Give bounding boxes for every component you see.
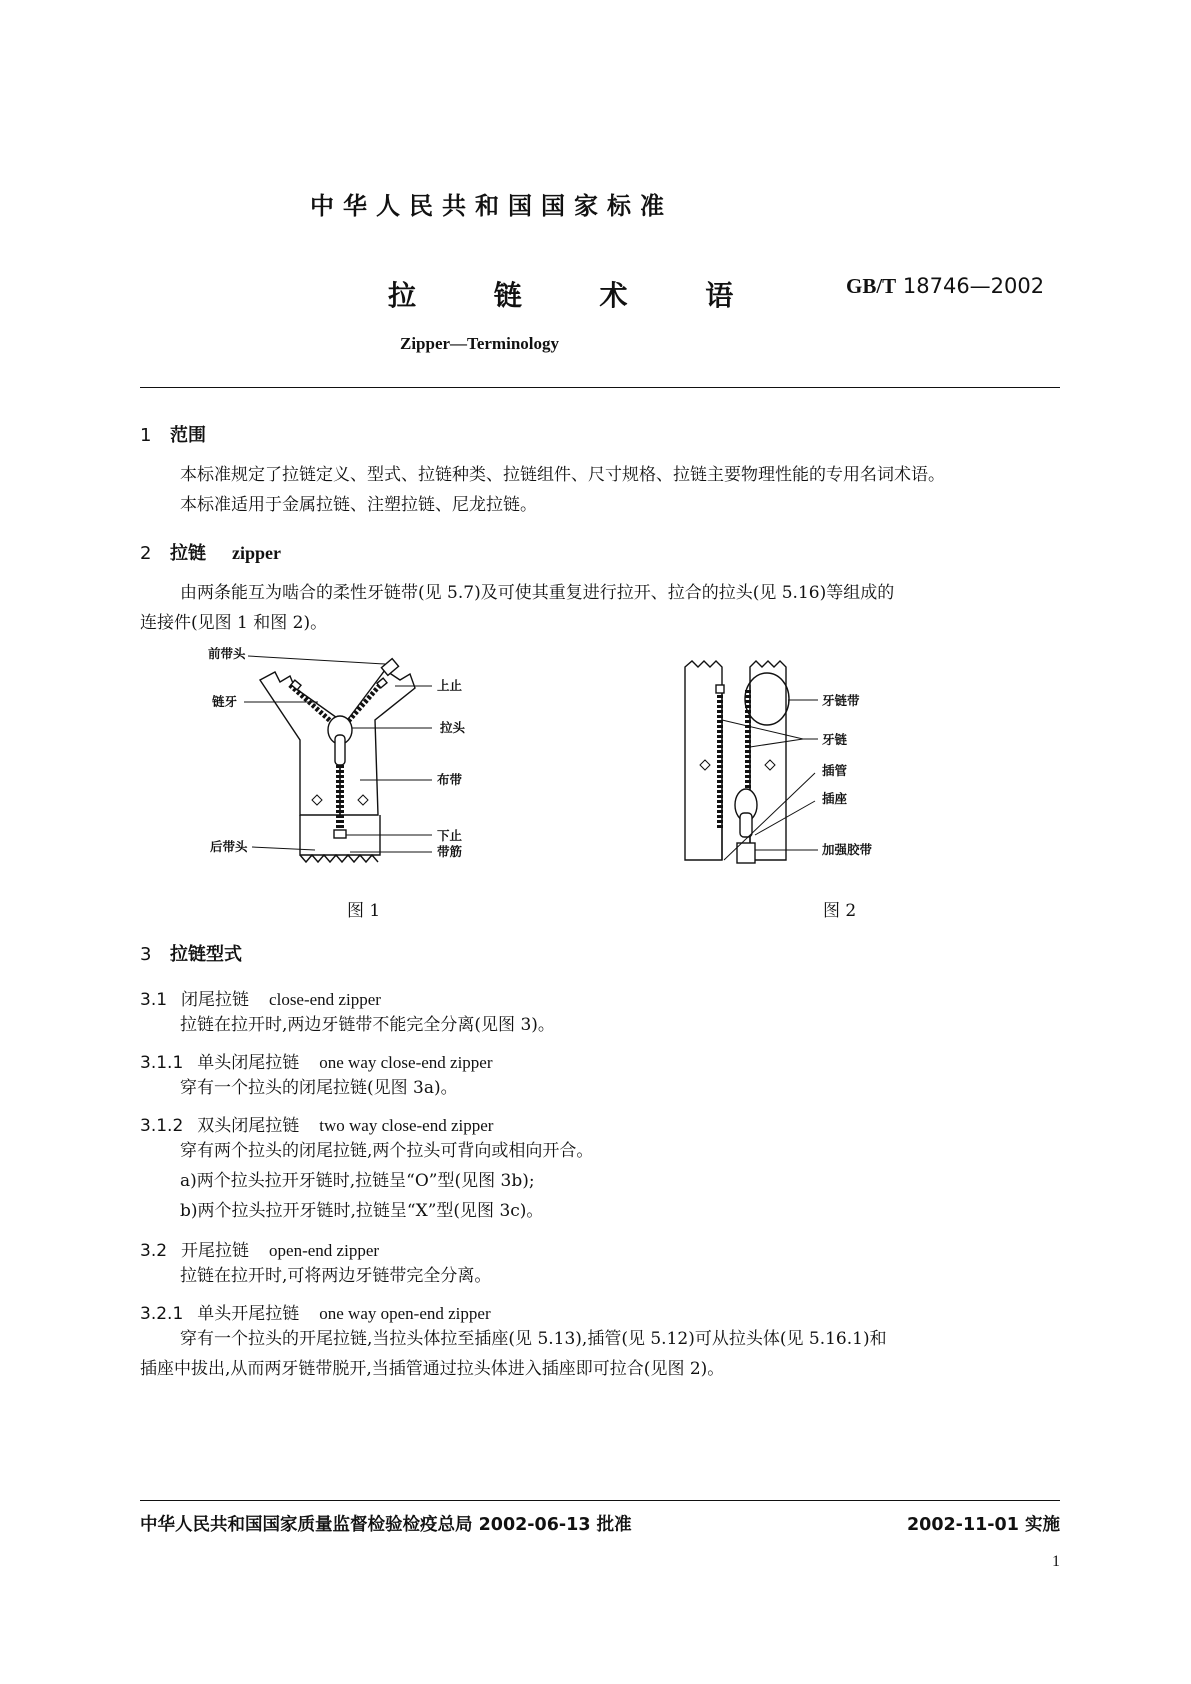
section-3-number: 3 xyxy=(140,944,152,965)
term-3-1-desc: 拉链在拉开时,两边牙链带不能完全分离(见图 3)。 xyxy=(180,1015,555,1035)
standard-prefix: GB/T xyxy=(846,274,897,298)
label-rear-tape-end: 后带头 xyxy=(210,839,248,854)
term-3-1-2-zh: 双头闭尾拉链 xyxy=(197,1116,300,1136)
national-standard-heading: 中华人民共和国国家标准 xyxy=(310,192,673,220)
label-insert-pin: 插管 xyxy=(822,763,848,778)
term-3-1-2-number: 3.1.2 xyxy=(140,1116,184,1136)
standard-code: 18746—2002 xyxy=(902,274,1045,298)
label-tape: 布带 xyxy=(437,772,463,787)
label-front-tape-end: 前带头 xyxy=(208,646,246,661)
list-item-a: a)两个拉头拉开牙链时,拉链呈“O”型(见图 3b); xyxy=(180,1171,535,1191)
term-3-2 xyxy=(140,1236,379,1261)
section-3-heading xyxy=(140,940,242,966)
section-2-para-line-2: 连接件(见图 1 和图 2)。 xyxy=(140,613,328,633)
figure-2-zipper-diagram xyxy=(680,655,940,890)
section-2-heading xyxy=(140,539,281,565)
term-3-1-1 xyxy=(140,1048,493,1073)
label-reinforcement-tape: 加强胶带 xyxy=(822,842,873,857)
term-3-1-en: close-end zipper xyxy=(269,990,381,1009)
label-slider: 拉头 xyxy=(440,720,466,735)
label-tape-rib: 带筋 xyxy=(437,844,463,859)
term-3-1-1-number: 3.1.1 xyxy=(140,1053,184,1073)
footer-rule xyxy=(140,1500,1060,1501)
page-number: 1 xyxy=(1052,1553,1060,1570)
section-1-title: 范围 xyxy=(170,425,206,446)
section-2-title-en: zipper xyxy=(232,543,281,563)
term-3-1-1-zh: 单头闭尾拉链 xyxy=(197,1053,300,1073)
label-retainer-box: 插座 xyxy=(822,791,848,806)
section-1-heading xyxy=(140,421,206,447)
term-3-2-1-zh: 单头开尾拉链 xyxy=(197,1304,300,1324)
term-3-2-1 xyxy=(140,1299,491,1324)
term-3-1-2-en: two way close-end zipper xyxy=(319,1116,494,1135)
figure-2-caption: 图 2 xyxy=(823,901,857,921)
term-3-1-1-en: one way close-end zipper xyxy=(319,1053,493,1072)
term-3-2-zh: 开尾拉链 xyxy=(181,1241,250,1261)
document-title: 拉 链 术 语 xyxy=(388,279,768,312)
label-top-stop: 上止 xyxy=(437,678,463,693)
term-3-1-number: 3.1 xyxy=(140,990,168,1010)
term-3-1 xyxy=(140,985,381,1010)
label-element: 链牙 xyxy=(212,694,238,709)
section-1-number: 1 xyxy=(140,425,152,446)
section-1-para-1: 本标准规定了拉链定义、型式、拉链种类、拉链组件、尺寸规格、拉链主要物理性能的专用名词术语。 xyxy=(180,465,945,485)
section-2-title: 拉链 xyxy=(170,543,206,564)
term-3-1-2-desc: 穿有两个拉头的闭尾拉链,两个拉头可背向或相向开合。 xyxy=(180,1141,594,1161)
implementation-date: 2002-11-01 实施 xyxy=(906,1515,1060,1535)
standard-number xyxy=(846,274,1044,299)
approval-text: 中华人民共和国国家质量监督检验检疫总局 2002-06-13 批准 xyxy=(140,1515,632,1535)
section-3-title: 拉链型式 xyxy=(170,944,242,965)
term-3-2-desc: 拉链在拉开时,可将两边牙链带完全分离。 xyxy=(180,1266,492,1286)
list-item-b: b)两个拉头拉开牙链时,拉链呈“X”型(见图 3c)。 xyxy=(180,1201,544,1221)
term-3-2-1-para-line-1: 穿有一个拉头的开尾拉链,当拉头体拉至插座(见 5.13),插管(见 5.12)可从拉头体(见 5.16.1)和 xyxy=(180,1329,887,1349)
term-3-1-1-desc: 穿有一个拉头的闭尾拉链(见图 3a)。 xyxy=(180,1078,458,1098)
term-3-2-1-number: 3.2.1 xyxy=(140,1304,184,1324)
figure-1-left-tape xyxy=(260,672,340,815)
section-2-number: 2 xyxy=(140,543,152,564)
figure-1-bottom-stop xyxy=(334,830,346,838)
term-3-2-en: open-end zipper xyxy=(269,1241,380,1260)
term-3-2-number: 3.2 xyxy=(140,1241,168,1261)
term-3-2-1-para-line-2: 插座中拔出,从而两牙链带脱开,当插管通过拉头体进入插座即可拉合(见图 2)。 xyxy=(140,1359,725,1379)
english-title: Zipper—Terminology xyxy=(400,334,559,353)
figure-2-retainer-box xyxy=(737,843,755,863)
header-rule xyxy=(140,387,1060,388)
section-2-para-line-1: 由两条能互为啮合的柔性牙链带(见 5.7)及可使其重复进行拉开、拉合的拉头(见 5.16)等组成的 xyxy=(180,583,895,603)
term-3-2-1-en: one way open-end zipper xyxy=(319,1304,491,1323)
section-1-para-2: 本标准适用于金属拉链、注塑拉链、尼龙拉链。 xyxy=(180,495,537,515)
figure-1-zipper-diagram xyxy=(200,640,500,880)
label-chain-tape: 牙链带 xyxy=(822,693,860,708)
label-bottom-stop: 下止 xyxy=(437,828,463,843)
figure-1-right-tape xyxy=(340,670,415,815)
label-chain: 牙链 xyxy=(822,732,848,747)
figure-1-caption: 图 1 xyxy=(347,901,381,921)
term-3-1-2 xyxy=(140,1111,493,1136)
figure-2-detail-circle xyxy=(745,673,789,725)
term-3-1-zh: 闭尾拉链 xyxy=(181,990,250,1010)
